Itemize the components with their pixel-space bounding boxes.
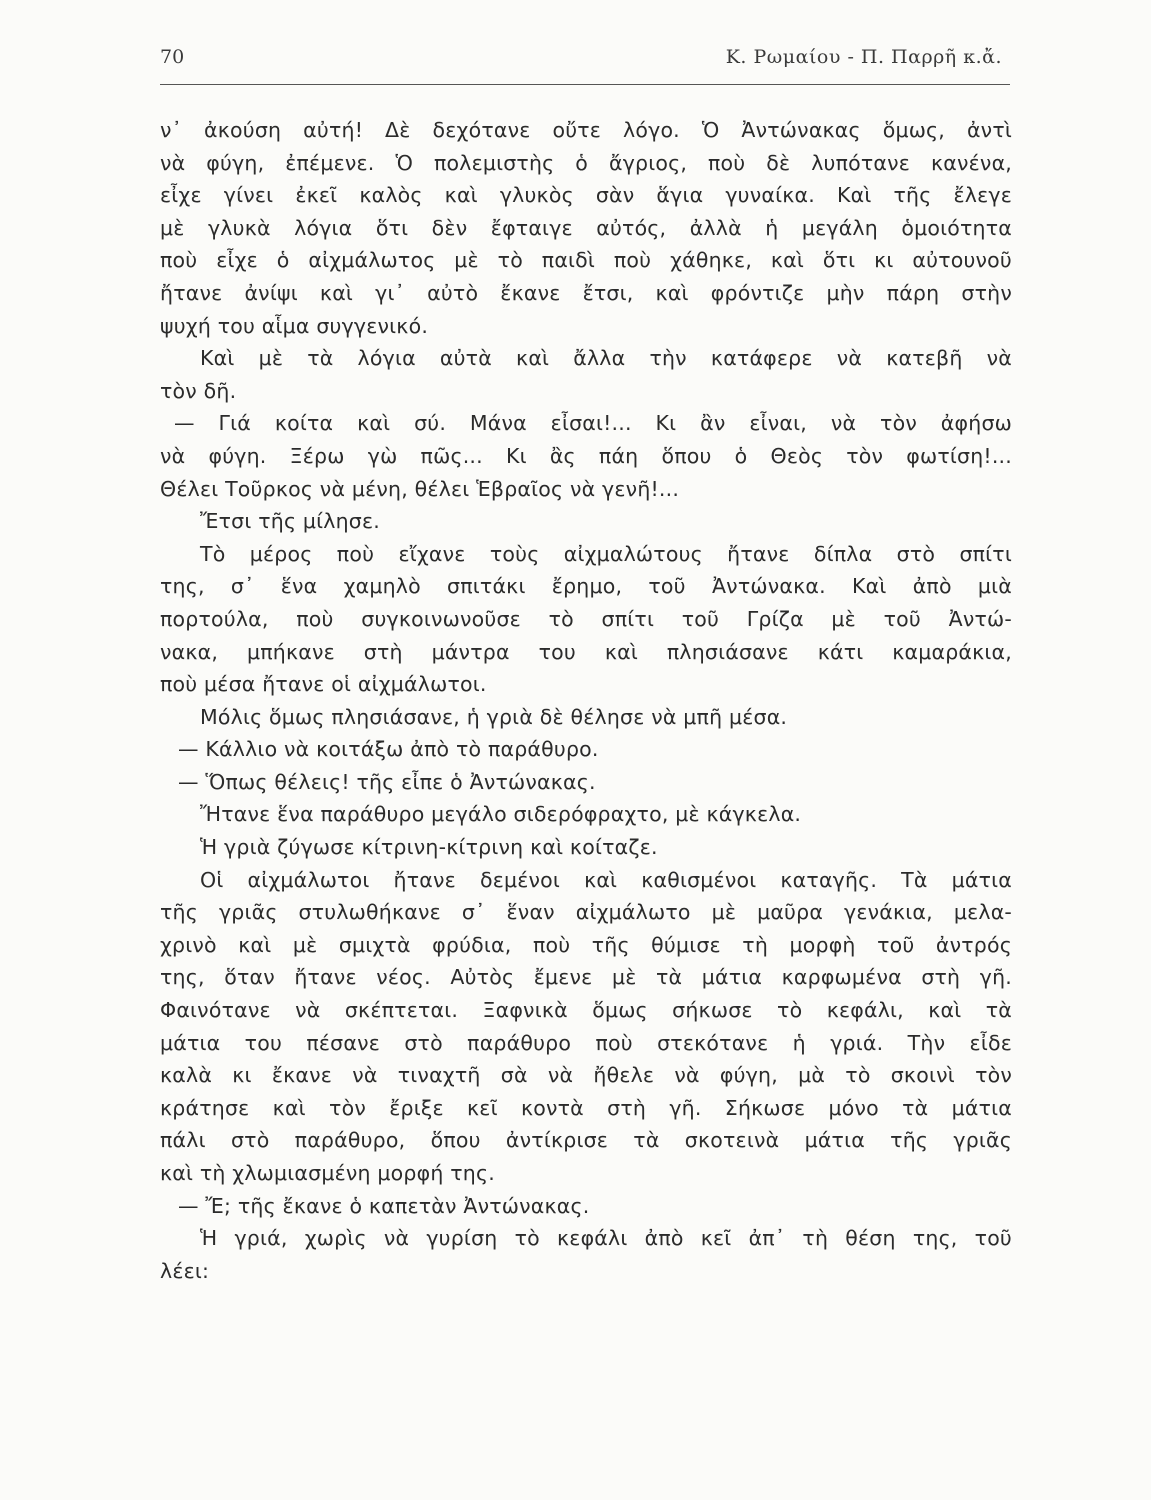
text-line: νὰ φύγη, ἐπέμενε. Ὁ πολεμιστὴς ὁ ἄγριος, ποὺ δὲ λυπότανε κανένα,: [160, 150, 1012, 175]
text-line: πάλι στὸ παράθυρο, ὅπου ἀντίκρισε τὰ σκοτεινὰ μάτια τῆς γριᾶς: [160, 1128, 1012, 1153]
text-line: ποὺ μέσα ἤτανε οἱ αἰχμάλωτοι.: [160, 672, 487, 697]
text-line: Ἤτανε ἕνα παράθυρο μεγάλο σιδερόφραχτο, μὲ κάγκελα.: [200, 802, 802, 827]
text-line: τῆς γριᾶς στυλωθήκανε σ᾽ ἕναν αἰχμάλωτο μὲ μαῦρα γενάκια, μελα-: [160, 900, 1012, 925]
text-line: Ἡ γριά, χωρὶς νὰ γυρίση τὸ κεφάλι ἀπὸ κεῖ ἀπ᾽ τὴ θέση της, τοῦ: [200, 1226, 1012, 1251]
text-line: της, ὅταν ἤτανε νέος. Αὐτὸς ἔμενε μὲ τὰ μάτια καρφωμένα στὴ γῆ.: [160, 965, 1012, 990]
text-line: — Κάλλιο νὰ κοιτάξω ἀπὸ τὸ παράθυρο.: [178, 737, 599, 762]
page-number: 70: [160, 46, 185, 68]
text-line: καλὰ κι ἔκανε νὰ τιναχτῆ σὰ νὰ ἤθελε νὰ φύγη, μὰ τὸ σκοινὶ τὸν: [160, 1063, 1012, 1088]
text-line: Μόλις ὅμως πλησιάσανε, ἡ γριὰ δὲ θέλησε νὰ μπῆ μέσα.: [200, 704, 788, 729]
page-header: [160, 46, 1010, 82]
text-line: ἤτανε ἀνίψι καὶ γι᾽ αὐτὸ ἔκανε ἔτσι, καὶ φρόντιζε μὴν πάρη στὴν: [160, 280, 1012, 305]
text-line: πορτούλα, ποὺ συγκοινωνοῦσε τὸ σπίτι τοῦ Γρίζα μὲ τοῦ Ἀντώ-: [160, 606, 1012, 631]
text-line: Θέλει Τοῦρκος νὰ μένη, θέλει Ἑβραῖος νὰ γενῆ!...: [160, 476, 680, 501]
text-line: μάτια του πέσανε στὸ παράθυρο ποὺ στεκότανε ἡ γριά. Τὴν εἶδε: [160, 1030, 1012, 1055]
text-line: νακα, μπήκανε στὴ μάντρα του καὶ πλησιάσανε κάτι καμαράκια,: [160, 639, 1012, 664]
text-line: Καὶ μὲ τὰ λόγια αὐτὰ καὶ ἄλλα τὴν κατάφερε νὰ κατεβῆ νὰ: [200, 346, 1012, 371]
text-line: τὸν δῆ.: [160, 378, 237, 403]
text-line: εἶχε γίνει ἐκεῖ καλὸς καὶ γλυκὸς σὰν ἅγια γυναίκα. Καὶ τῆς ἔλεγε: [160, 183, 1012, 208]
header-rule: [160, 84, 1010, 85]
text-line: Ἔτσι τῆς μίλησε.: [200, 509, 380, 534]
text-line: Οἱ αἰχμάλωτοι ἤτανε δεμένοι καὶ καθισμένοι καταγῆς. Τὰ μάτια: [200, 867, 1012, 892]
running-head: Κ. Ρωμαίου - Π. Παρρῆ κ.ἄ.: [725, 46, 1002, 68]
text-line: της, σ᾽ ἕνα χαμηλὸ σπιτάκι ἔρημο, τοῦ Ἀντώνακα. Καὶ ἀπὸ μιὰ: [160, 574, 1012, 599]
text-line: χρινὸ καὶ μὲ σμιχτὰ φρύδια, ποὺ τῆς θύμισε τὴ μορφὴ τοῦ ἀντρός: [160, 932, 1012, 957]
text-line: — Ἔ; τῆς ἔκανε ὁ καπετὰν Ἀντώνακας.: [178, 1193, 590, 1218]
text-line: — Γιά κοίτα καὶ σύ. Μάνα εἶσαι!... Κι ἂν εἶναι, νὰ τὸν ἀφήσω: [174, 411, 1012, 436]
text-line: κράτησε καὶ τὸν ἔριξε κεῖ κοντὰ στὴ γῆ. Σήκωσε μόνο τὰ μάτια: [160, 1095, 1012, 1120]
text-line: ποὺ εἶχε ὁ αἰχμάλωτος μὲ τὸ παιδὶ ποὺ χάθηκε, καὶ ὅτι κι αὐτουνοῦ: [160, 248, 1012, 273]
text-line: — Ὅπως θέλεις! τῆς εἶπε ὁ Ἀντώνακας.: [178, 769, 596, 794]
text-line: λέει:: [160, 1258, 210, 1283]
text-line: Φαινότανε νὰ σκέπτεται. Ξαφνικὰ ὅμως σήκωσε τὸ κεφάλι, καὶ τὰ: [160, 998, 1012, 1023]
text-line: ν᾽ ἀκούση αὐτή! Δὲ δεχότανε οὔτε λόγο. Ὁ Ἀντώνακας ὅμως, ἀντὶ: [160, 118, 1012, 142]
text-line: ψυχή του αἷμα συγγενικό.: [160, 313, 429, 338]
text-line: νὰ φύγη. Ξέρω γὼ πῶς... Κι ἂς πάη ὅπου ὁ Θεὸς τὸν φωτίση!...: [160, 443, 1012, 468]
text-line: μὲ γλυκὰ λόγια ὅτι δὲν ἔφταιγε αὐτός, ἀλλὰ ἡ μεγάλη ὁμοιότητα: [160, 215, 1012, 240]
text-line: καὶ τὴ χλωμιασμένη μορφή της.: [160, 1161, 495, 1185]
body-text: [160, 114, 1012, 1287]
text-line: Ἡ γριὰ ζύγωσε κίτρινη-κίτρινη καὶ κοίταζε.: [200, 835, 658, 860]
text-line: Τὸ μέρος ποὺ εἴχανε τοὺς αἰχμαλώτους ἤτανε δίπλα στὸ σπίτι: [200, 541, 1012, 566]
